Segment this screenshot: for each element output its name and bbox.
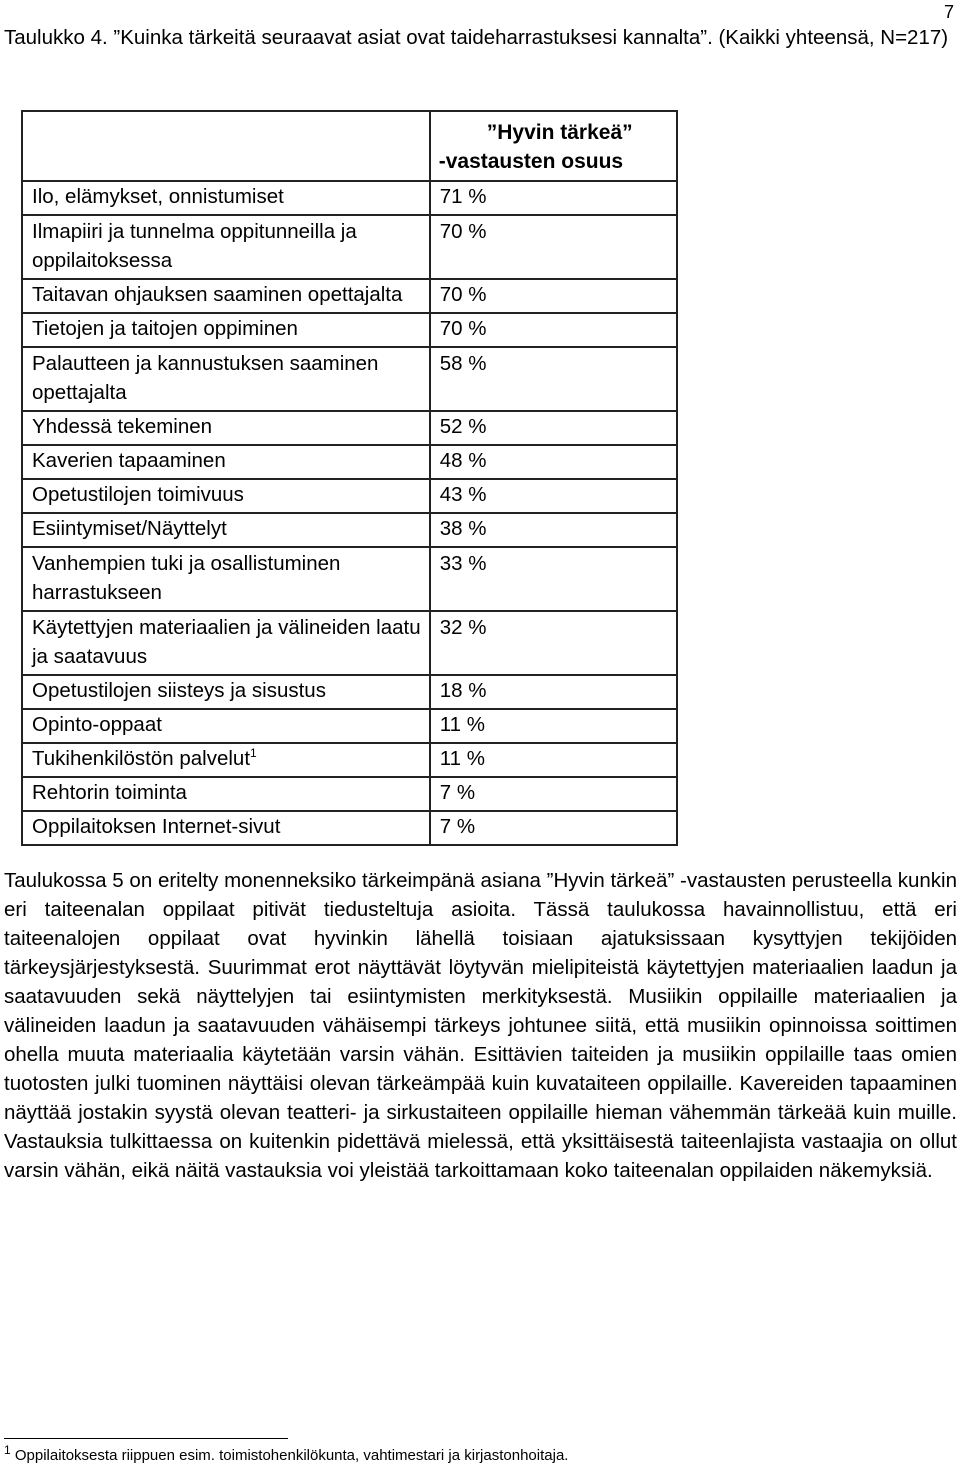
row-label-cell — [22, 611, 430, 675]
row-value-cell — [430, 513, 677, 547]
row-label-cell — [22, 279, 430, 313]
table-row — [22, 347, 677, 411]
footnote-text: Oppilaitoksesta riippuen esim. toimistohenkilökunta, vahtimestari ja kirjastonhoitaja. — [10, 1447, 569, 1464]
table-body — [22, 181, 677, 845]
row-value-cell — [430, 479, 677, 513]
row-label-cell — [22, 547, 430, 611]
table-row — [22, 611, 677, 675]
row-label-cell — [22, 313, 430, 347]
row-label-cell — [22, 709, 430, 743]
row-label-cell — [22, 347, 430, 411]
row-value: 18 % — [439, 679, 487, 702]
row-label: Opetustilojen siisteys ja sisustus — [32, 679, 326, 702]
table-row — [22, 547, 677, 611]
body-paragraph: Taulukossa 5 on eritelty monenneksiko tärkeimpänä asiana ”Hyvin tärkeä” -vastausten perusteella kunkin eri taiteenalan oppilaat pitivät tiedusteltuja asioita. Tässä taulukossa havainnollistuu, että eri taiteenalojen oppilaat ovat hyvinkin lähellä toisiaan ajatuksissaan kysyttyjen tekijöiden tärkeysjärjestyksestä. Suurimmat erot näyttävät löytyvän mielipiteistä käytettyjen materiaalien laadun ja saatavuuden sekä näyttelyjen tai esiintymisten merkityksestä. Musiikin oppilaille materiaalien ja välineiden laadun ja saatavuuden vähäisempi tärkeys johtunee siitä, että musiikin opinnoissa soittimen ohella muuta materiaalia käytetään varsin vähän. Esittävien taiteiden ja musiikin oppilaille taas omien tuotosten julki tuominen näyttäisi olevan tärkeämpää kuin kuvataiteen oppilaille. Kavereiden tapaaminen näyttää jostakin syystä olevan teatteri- ja sirkustaiteen oppilaille hieman vähemmän tärkeää kuin muille. Vastauksia tulkittaessa on kuitenkin pidettävä mielessä, että yksittäisestä taiteenlajista vastaajia on ollut varsin vähän, eikä näitä vastauksia voi yleistää tarkoittamaan koko taiteenalan oppilaiden näkemyksiä. — [4, 869, 957, 1182]
row-label: Ilo, elämykset, onnistumiset — [32, 185, 284, 208]
row-value: 48 % — [439, 449, 487, 472]
table-row — [22, 709, 677, 743]
row-label: Yhdessä tekeminen — [32, 415, 213, 438]
table-row — [22, 313, 677, 347]
row-value: 7 % — [439, 815, 476, 838]
table-header-row — [22, 111, 677, 181]
row-value: 32 % — [439, 616, 487, 639]
row-label: Vanhempien tuki ja osallistuminen harrastukseen — [32, 552, 341, 604]
row-label-cell — [22, 743, 430, 777]
row-label: Opetustilojen toimivuus — [32, 483, 244, 506]
row-label-cell — [22, 411, 430, 445]
row-value: 7 % — [439, 781, 476, 804]
footnote-divider — [4, 1438, 288, 1439]
row-label: Kaverien tapaaminen — [32, 449, 226, 472]
row-label-cell — [22, 215, 430, 279]
row-label: Esiintymiset/Näyttelyt — [32, 517, 227, 540]
row-label: Oppilaitoksen Internet-sivut — [32, 815, 281, 838]
header-empty-cell — [22, 111, 430, 181]
row-value-cell — [430, 777, 677, 811]
table-row — [22, 777, 677, 811]
row-value: 71 % — [439, 185, 487, 208]
row-label-cell — [22, 777, 430, 811]
row-label-cell — [22, 479, 430, 513]
footnote-reference: 1 — [250, 746, 257, 761]
table-row — [22, 675, 677, 709]
table-row — [22, 513, 677, 547]
table-row — [22, 215, 677, 279]
row-label: Rehtorin toiminta — [32, 781, 187, 804]
table-row — [22, 279, 677, 313]
row-value-cell — [430, 547, 677, 611]
row-value-cell — [430, 743, 677, 777]
table-row — [22, 411, 677, 445]
row-value: 33 % — [439, 552, 487, 575]
row-label-cell — [22, 811, 430, 845]
row-label-cell — [22, 513, 430, 547]
row-value-cell — [430, 181, 677, 215]
row-label: Tietojen ja taitojen oppiminen — [32, 317, 298, 340]
row-label-cell — [22, 181, 430, 215]
row-value-cell — [430, 313, 677, 347]
header-line-2: -vastausten osuus — [438, 150, 624, 173]
results-table — [21, 110, 678, 846]
row-value: 11 % — [439, 713, 485, 736]
row-label-cell — [22, 445, 430, 479]
row-value-cell — [430, 411, 677, 445]
row-value: 70 % — [439, 317, 487, 340]
row-value-cell — [430, 445, 677, 479]
row-value: 11 % — [439, 747, 485, 770]
header-line-1: ”Hyvin tärkeä” — [486, 121, 633, 144]
table-row — [22, 181, 677, 215]
row-label: Palautteen ja kannustuksen saaminen opettajalta — [32, 352, 379, 404]
row-label: Tukihenkilöstön palvelut — [32, 747, 251, 770]
footnote-marker: 1 — [4, 1443, 11, 1457]
row-label: Ilmapiiri ja tunnelma oppitunneilla ja oppilaitoksessa — [32, 220, 357, 272]
row-value: 58 % — [439, 352, 487, 375]
table-row — [22, 743, 677, 777]
row-value-cell — [430, 347, 677, 411]
page-number: 7 — [943, 2, 954, 22]
row-value: 70 % — [439, 283, 487, 306]
row-value-cell — [430, 279, 677, 313]
row-value-cell — [430, 215, 677, 279]
row-value: 38 % — [439, 517, 487, 540]
footnote — [4, 1443, 569, 1466]
row-value: 52 % — [439, 415, 487, 438]
row-label-cell — [22, 675, 430, 709]
row-value-cell — [430, 709, 677, 743]
row-label: Opinto-oppaat — [32, 713, 162, 736]
table-caption: Taulukko 4. ”Kuinka tärkeitä seuraavat asiat ovat taideharrastuksesi kannalta”. (Kaikki yhteensä, N=217) — [4, 26, 949, 49]
row-value-cell — [430, 675, 677, 709]
row-label: Taitavan ohjauksen saaminen opettajalta — [32, 283, 403, 306]
row-value: 43 % — [439, 483, 487, 506]
row-value-cell — [430, 811, 677, 845]
table-row — [22, 479, 677, 513]
header-value-cell — [430, 111, 677, 181]
row-value: 70 % — [439, 220, 487, 243]
row-value-cell — [430, 611, 677, 675]
table-row — [22, 811, 677, 845]
row-label: Käytettyjen materiaalien ja välineiden laatu ja saatavuus — [32, 616, 421, 668]
table-row — [22, 445, 677, 479]
